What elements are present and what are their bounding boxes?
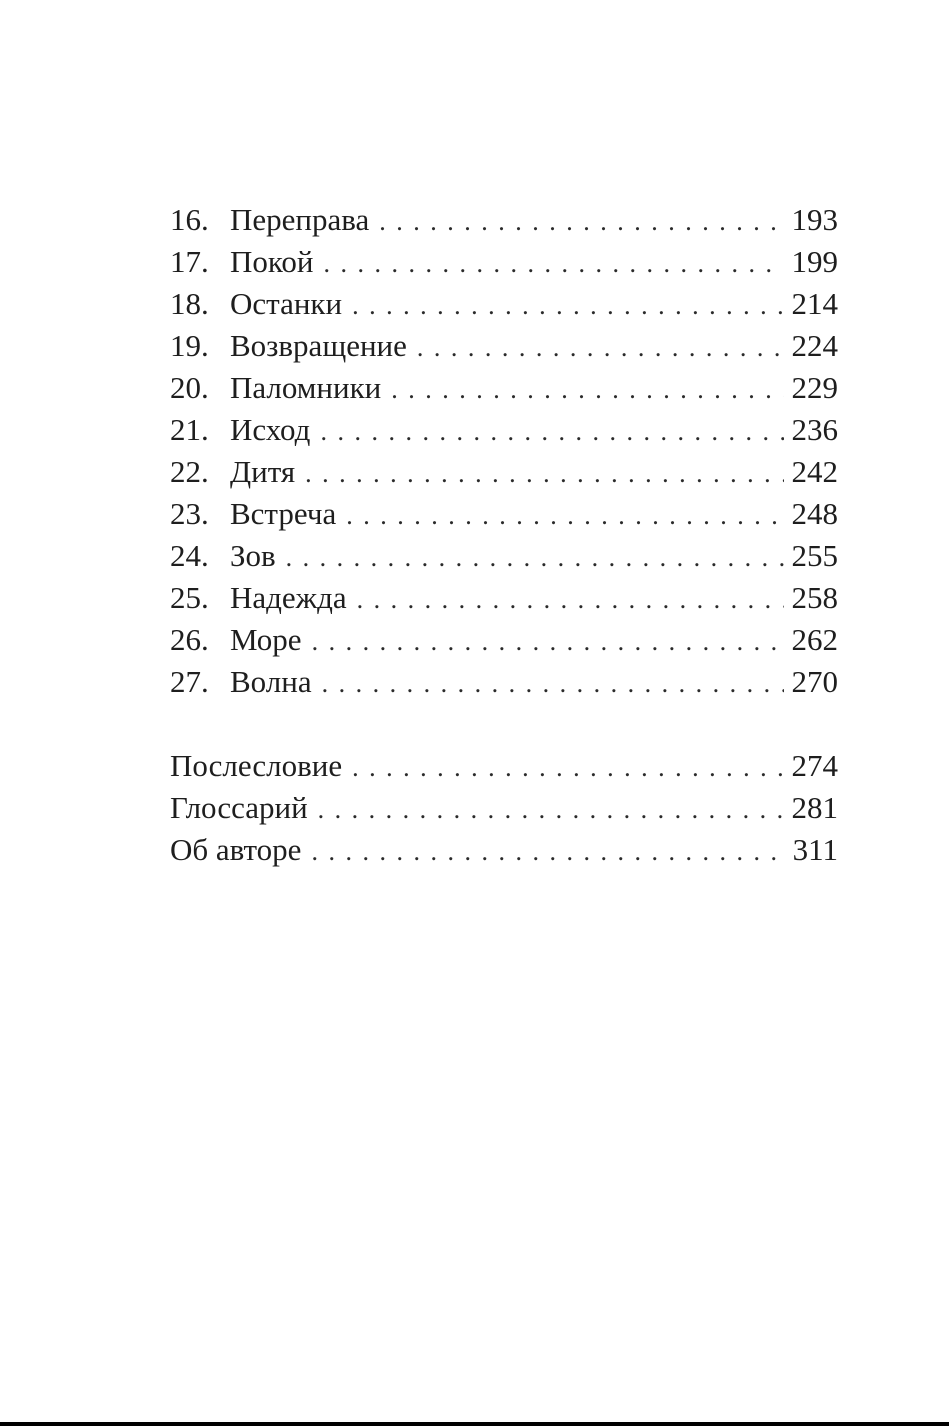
toc-chapters-list <box>170 199 838 703</box>
chapter-number: 16. <box>170 202 209 237</box>
page-number: 270 <box>791 664 838 699</box>
dot-leader <box>322 663 784 705</box>
chapter-number: 17. <box>170 244 209 279</box>
dot-leader <box>286 537 784 579</box>
chapter-title: Останки <box>230 286 343 321</box>
dot-leader <box>379 201 783 243</box>
section-title: Послесловие <box>170 748 343 783</box>
chapter-title: Волна <box>230 664 312 699</box>
toc-entry <box>170 451 838 493</box>
page-number: 224 <box>791 328 838 363</box>
page-number: 281 <box>791 790 838 825</box>
chapter-title: Паломники <box>230 370 382 405</box>
toc-entry <box>170 325 838 367</box>
page-number: 236 <box>791 412 838 447</box>
toc-entry <box>170 283 838 325</box>
toc-entry <box>170 241 838 283</box>
dot-leader <box>357 579 784 621</box>
page-number: 255 <box>791 538 838 573</box>
dot-leader <box>323 243 783 285</box>
chapter-number: 24. <box>170 538 209 573</box>
dot-leader <box>320 411 783 453</box>
chapter-title: Покой <box>230 244 314 279</box>
chapter-number: 19. <box>170 328 209 363</box>
chapter-title: Зов <box>230 538 276 573</box>
chapter-title: Встреча <box>230 496 337 531</box>
dot-leader <box>352 285 783 327</box>
page-number: 248 <box>791 496 838 531</box>
toc-entry <box>170 829 838 871</box>
page-number: 274 <box>791 748 838 783</box>
chapter-title: Переправа <box>230 202 370 237</box>
toc-entry <box>170 619 838 661</box>
toc-entry <box>170 535 838 577</box>
page-number: 229 <box>791 370 838 405</box>
page-number: 199 <box>791 244 838 279</box>
dot-leader <box>318 789 784 831</box>
toc-entry <box>170 367 838 409</box>
toc-entry <box>170 199 838 241</box>
chapter-number: 23. <box>170 496 209 531</box>
chapter-number: 27. <box>170 664 209 699</box>
chapter-number: 18. <box>170 286 209 321</box>
toc-entry <box>170 787 838 829</box>
chapter-number: 21. <box>170 412 209 447</box>
section-title: Глоссарий <box>170 790 308 825</box>
dot-leader <box>417 327 784 369</box>
chapter-title: Возвращение <box>230 328 407 363</box>
toc-back-matter-list <box>170 745 838 871</box>
dot-leader <box>391 369 783 411</box>
chapter-number: 22. <box>170 454 209 489</box>
toc-entry <box>170 409 838 451</box>
chapter-number: 25. <box>170 580 209 615</box>
chapter-title: Дитя <box>230 454 296 489</box>
dot-leader <box>311 831 784 873</box>
dot-leader <box>305 453 783 495</box>
toc-entry <box>170 661 838 703</box>
chapter-number: 20. <box>170 370 209 405</box>
page-number: 242 <box>791 454 838 489</box>
dot-leader <box>352 747 783 789</box>
toc-entry <box>170 577 838 619</box>
chapter-title: Море <box>230 622 302 657</box>
section-title: Об авторе <box>170 832 302 867</box>
chapter-title: Исход <box>230 412 311 447</box>
page-number: 311 <box>792 832 838 867</box>
chapter-number: 26. <box>170 622 209 657</box>
toc-entry <box>170 745 838 787</box>
page-number: 214 <box>791 286 838 321</box>
toc-entry <box>170 493 838 535</box>
page-number: 262 <box>791 622 838 657</box>
page-number: 258 <box>791 580 838 615</box>
dot-leader <box>346 495 783 537</box>
page-number: 193 <box>791 202 838 237</box>
chapter-title: Надежда <box>230 580 347 615</box>
page-bottom-edge <box>0 1422 949 1426</box>
dot-leader <box>312 621 784 663</box>
